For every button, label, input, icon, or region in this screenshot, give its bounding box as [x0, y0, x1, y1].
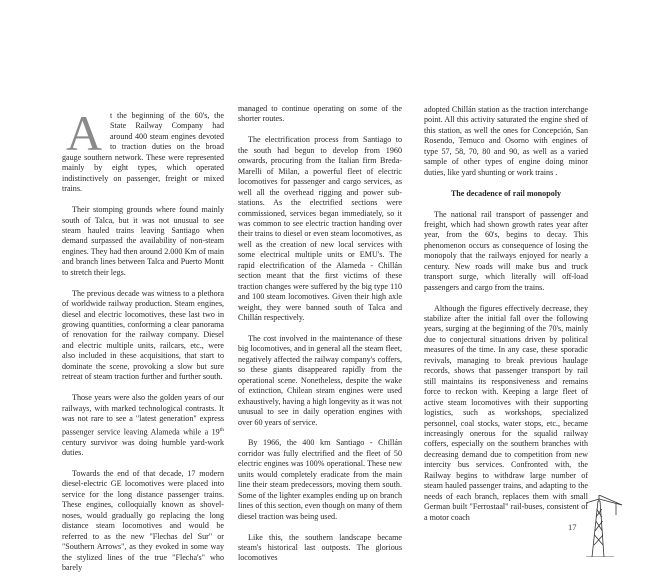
paragraph: The previous decade was witness to a plethora of worldwide railway production. Steam engines, diesel and electric locomotives, these last two in growing quantities, conforming a clear panorama of renovation for the railway company. Diesel and electric multiple units, railcars, etc., were also included in these acquisitions, that start to dominate the scene, provoking a slow but sure retreat of steam traction further and further south. [62, 288, 224, 382]
paragraph: By 1966, the 400 km Santiago - Chillán corridor was fully electrified and the fleet of 50 electric engines was 100% operational. These new units would completely eradicate from the main line their steam predecessors, moving them south. Some of the lighter examples ending up on branch lines of this section, even though on many of them diesel traction was being used. [238, 438, 402, 521]
paragraph: The national rail transport of passenger and freight, which had shown growth rates year after year, from the 60's, begins to decay. This phenomenon occurs as consequence of losing the monopoly that the railways enjoyed for nearly a century. New roads will make bus and truck transport surge, which literally will off-load passengers and cargo from the trains. [424, 209, 588, 292]
paragraph: The cost involved in the maintenance of these big locomotives, and in general all the steam fleet, negatively affected the railway company's coffers, so these giants disappeared rapidly from the operational scene. Nonetheless, despite the wake of extinction, Chilean steam engines were used exhaustively, having a high longevity as it was not unusual to see in daily operation engines with over 60 years of service. [238, 333, 402, 427]
text-column-2 [238, 104, 402, 574]
drop-cap-a [62, 112, 106, 152]
crane-tower-illustration [584, 495, 624, 557]
paragraph: managed to continue operating on some of the shorter routes. [238, 104, 402, 124]
text-column-1 [62, 111, 224, 584]
paragraph: adopted Chillán station as the traction interchange point. All this activity saturated the engine shed of this station, as well the ones for Concepción, San Rosendo, Temuco and Osorno with engines of type 57, 58, 70, 80 and 90, as well as a varied sample of other types of engine doing minor duties, like yard shunting or work trains . [424, 105, 588, 177]
section-heading: The decadence of rail monopoly [450, 188, 562, 198]
paragraph: Like this, the southern landscape became steam's historical last outposts. The glorious locomotives [238, 532, 402, 563]
page-number: 17 [568, 522, 577, 532]
svg-text:A: A [65, 112, 103, 152]
paragraph: Those years were also the golden years of our railways, with marked technological contrasts. It was not rare to see a "latest generation" express passenger service leaving Alameda while a 19th century survivor was doing humble yard-work duties. [62, 393, 224, 458]
paragraph: The electrification process from Santiago to the south had begun to develop from 1960 onwards, procuring from the Italian firm Breda-Marelli of Milan, a powerful fleet of electric locomotives for passenger and cargo services, as well all the overhead rigging and power sub-stations. As the electrified sections were commissioned, services began immediately, so it was common to see electric traction handing over their trains to diesel or even steam locomotives, as well as the creation of new local services with some electrical multiple units or EMU's. The rapid electrification of the Alameda - Chillán section meant that the first victims of these traction changes were suffered by the big type 110 and 100 steam locomotives. Given their high axle weight, they were banned south of Talca and Chillán respectively. [238, 135, 402, 323]
paragraph: Towards the end of that decade, 17 modern diesel-electric GE locomotives were placed into service for the long distance passenger trains. These engines, colloquially known as shovel-noses, would gradually go replacing the long distance steam locomotives and would be referred to as the new "Flechas del Sur" or "Southern Arrows", as they evoked in some way the stylized lines of the true "Flecha's" who barely [62, 469, 224, 573]
text-column-3 [424, 105, 588, 534]
paragraph: Although the figures effectively decrease, they stabilize after the initial fall over the following years, surging at the beginning of the 70's, mainly due to conjectural situations driven by political measures of the time. In any case, these sporadic revivals, managing to break previous haulage records, shows that passenger transport by rail still maintains its responsiveness and remains force to reckon with. Keeping a large fleet of active steam locomotives with their supporting logistics, such as workshops, specialized personnel, coal stocks, water stops, etc., became increasingly onerous for the squalid railway coffers, especially on the southern branches with decreasing demand due to competition from new intercity bus services. Confronted with, the Railway begins to withdraw large number of steam hauled passenger trains, and adapting to the needs of each branch, replaces them with small German built "Ferrostaal" rail-buses, consistent of a motor coach [424, 303, 588, 522]
ordinal-suffix: th [219, 426, 224, 433]
paragraph: Their stomping grounds where found mainly south of Talca, but it was not unusual to see steam hauled trains leaving Santiago when demand surpassed the availability of non-steam engines. They had then around 2.000 Km of main and branch lines between Talca and Puerto Montt to stretch their legs. [62, 205, 224, 277]
paragraph: t the beginning of the 60's, the State Railway Company had around 400 steam engines devoted to traction duties on the broad gauge southern network. These were represented mainly by eight types, which operated indistinctively on passenger, freight or mixed trains. [62, 111, 224, 194]
